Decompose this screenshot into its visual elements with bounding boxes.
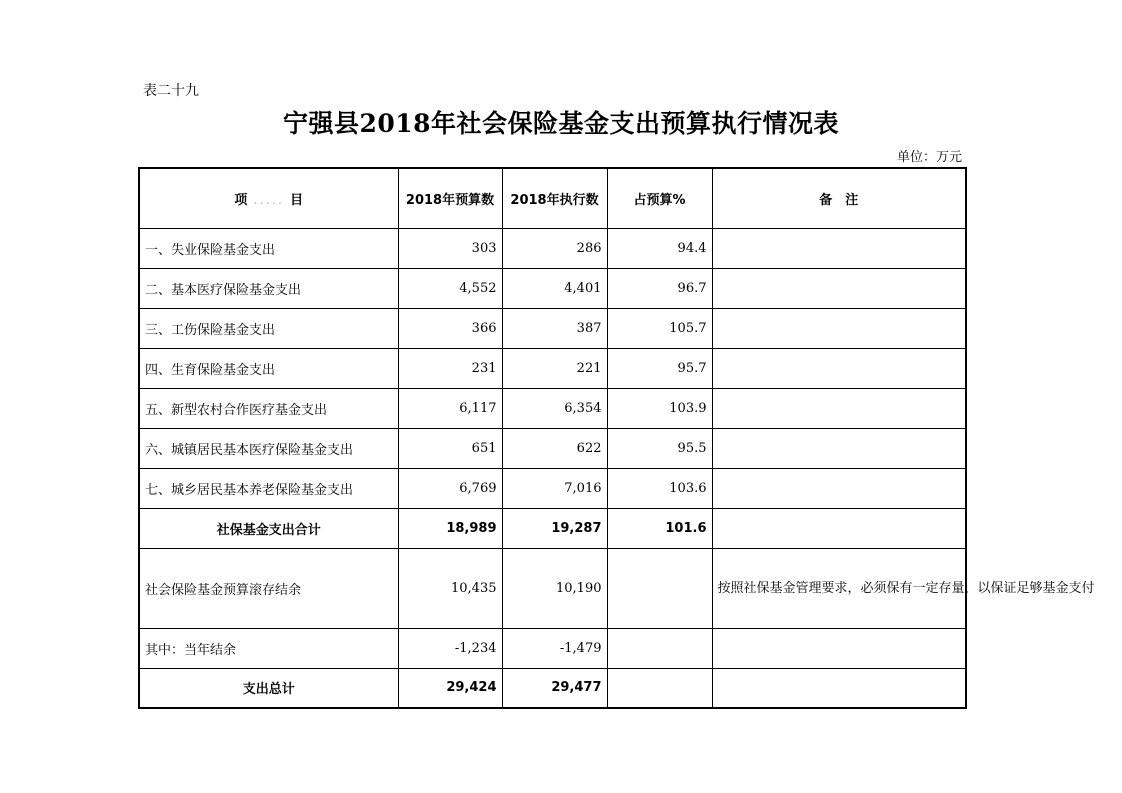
row-name: 一、失业保险基金支出 <box>139 228 398 268</box>
row-budget: -1,234 <box>398 628 502 668</box>
row-actual: 4,401 <box>502 268 607 308</box>
header-item: 项 ..... 目 <box>139 168 398 228</box>
table-row <box>139 308 966 348</box>
row-name: 五、新型农村合作医疗基金支出 <box>139 388 398 428</box>
table-row <box>139 348 966 388</box>
table-row <box>139 548 966 628</box>
table-row <box>139 388 966 428</box>
header-budget: 2018年预算数 <box>398 168 502 228</box>
row-actual: 29,477 <box>502 668 607 708</box>
row-actual: 286 <box>502 228 607 268</box>
header-actual: 2018年执行数 <box>502 168 607 228</box>
row-budget: 231 <box>398 348 502 388</box>
row-ratio: 94.4 <box>607 228 712 268</box>
row-budget: 10,435 <box>398 548 502 628</box>
row-budget: 651 <box>398 428 502 468</box>
row-budget: 4,552 <box>398 268 502 308</box>
page-title: 宁强县2018年社会保险基金支出预算执行情况表 <box>282 109 840 138</box>
row-ratio: 95.7 <box>607 348 712 388</box>
row-note <box>712 468 966 508</box>
row-actual: 6,354 <box>502 388 607 428</box>
row-note <box>712 508 966 548</box>
row-note <box>712 228 966 268</box>
row-note <box>712 308 966 348</box>
row-actual: 7,016 <box>502 468 607 508</box>
table-row <box>139 468 966 508</box>
row-ratio: 103.9 <box>607 388 712 428</box>
row-name: 支出总计 <box>139 668 398 708</box>
total-row <box>139 668 966 708</box>
table-row <box>139 268 966 308</box>
row-note <box>712 388 966 428</box>
row-ratio: 105.7 <box>607 308 712 348</box>
row-budget: 303 <box>398 228 502 268</box>
row-ratio: 95.5 <box>607 428 712 468</box>
subtotal-row <box>139 508 966 548</box>
row-actual: -1,479 <box>502 628 607 668</box>
row-actual: 387 <box>502 308 607 348</box>
row-budget: 366 <box>398 308 502 348</box>
row-name: 社会保险基金预算滚存结余 <box>139 548 398 628</box>
row-ratio <box>607 668 712 708</box>
header-row <box>139 168 966 228</box>
row-name: 四、生育保险基金支出 <box>139 348 398 388</box>
row-budget: 18,989 <box>398 508 502 548</box>
row-note <box>712 348 966 388</box>
row-name: 六、城镇居民基本医疗保险基金支出 <box>139 428 398 468</box>
row-note <box>712 668 966 708</box>
row-name: 二、基本医疗保险基金支出 <box>139 268 398 308</box>
row-ratio <box>607 628 712 668</box>
table-number: 表二十九 <box>143 83 199 99</box>
table-row <box>139 628 966 668</box>
table-row <box>139 428 966 468</box>
row-actual: 221 <box>502 348 607 388</box>
row-budget: 29,424 <box>398 668 502 708</box>
row-note <box>712 268 966 308</box>
row-ratio: 103.6 <box>607 468 712 508</box>
row-name: 其中：当年结余 <box>139 628 398 668</box>
unit-label: 单位：万元 <box>896 150 962 165</box>
row-ratio: 96.7 <box>607 268 712 308</box>
row-name: 三、工伤保险基金支出 <box>139 308 398 348</box>
table-row <box>139 228 966 268</box>
row-budget: 6,117 <box>398 388 502 428</box>
header-item-dots: ..... <box>253 192 285 208</box>
header-ratio: 占预算% <box>607 168 712 228</box>
header-note: 备 注 <box>712 168 966 228</box>
row-ratio: 101.6 <box>607 508 712 548</box>
row-actual: 622 <box>502 428 607 468</box>
row-note <box>712 428 966 468</box>
row-actual: 19,287 <box>502 508 607 548</box>
row-ratio <box>607 548 712 628</box>
budget-table <box>138 167 1095 709</box>
row-note <box>712 628 966 668</box>
row-note: 按照社保基金管理要求，必须保有一定存量，以保证足够基金支付 <box>712 548 966 628</box>
row-budget: 6,769 <box>398 468 502 508</box>
row-name: 社保基金支出合计 <box>139 508 398 548</box>
row-name: 七、城乡居民基本养老保险基金支出 <box>139 468 398 508</box>
row-actual: 10,190 <box>502 548 607 628</box>
